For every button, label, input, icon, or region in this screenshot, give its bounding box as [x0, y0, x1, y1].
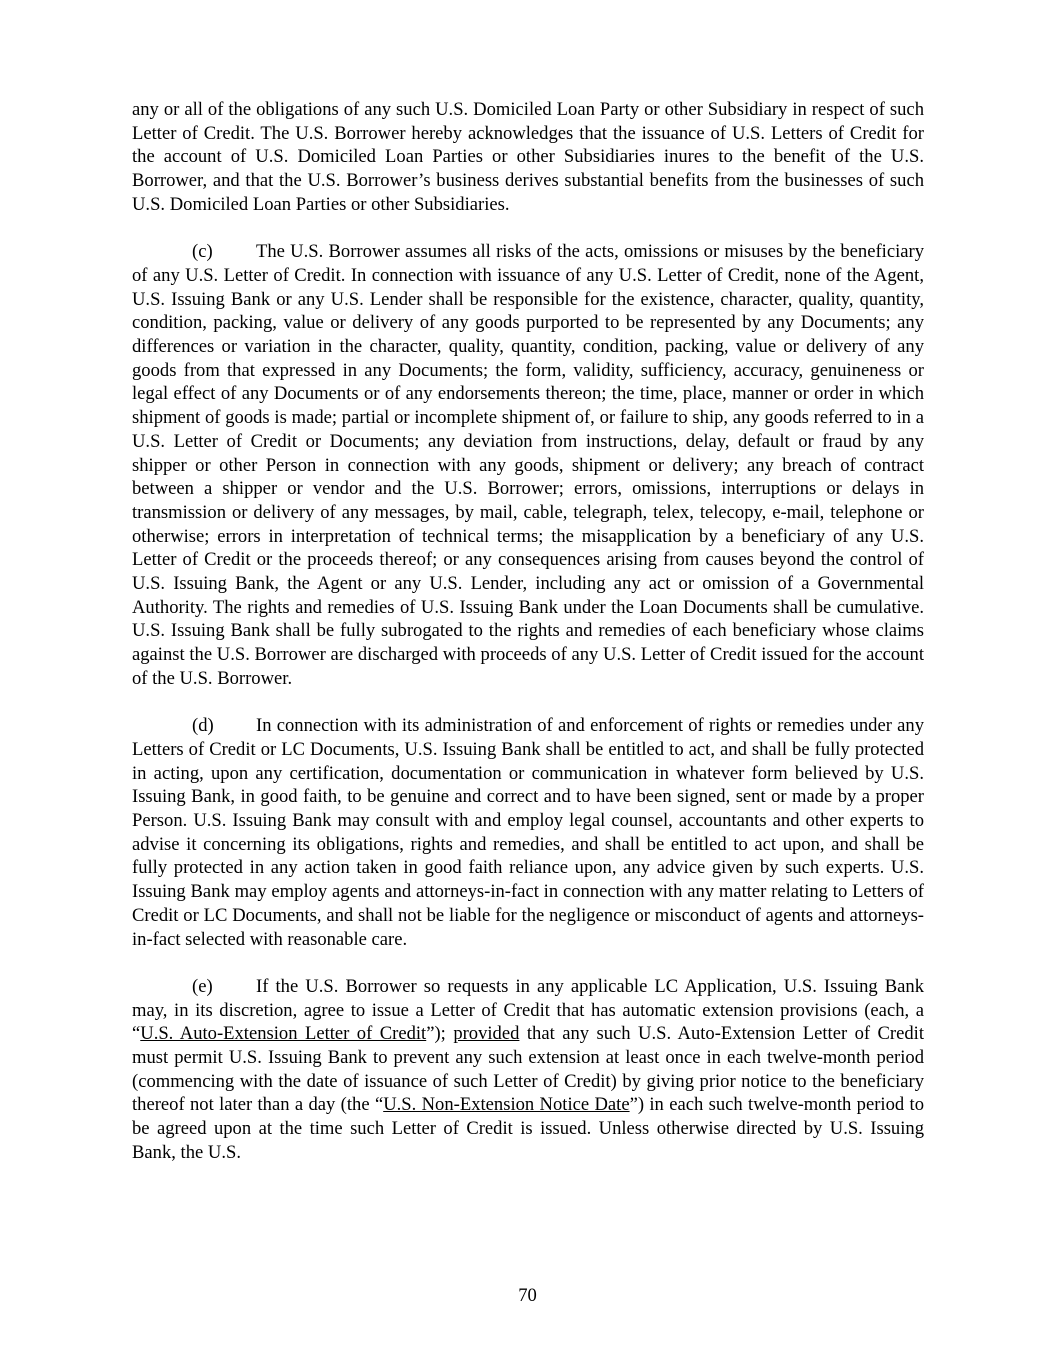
paragraph-e-text-1: If the U.S. Borrower so requests in any applicable LC Application, U.S. Issuing Bank may, in its discretion, agree to issue a Letter of Credit that has automatic extension provisions (each, a “: [132, 975, 924, 1045]
proviso-term-provided: provided: [453, 1023, 520, 1045]
paragraph-d-label: (d): [192, 715, 214, 737]
document-body: [132, 98, 924, 1188]
paragraph-continuation: any or all of the obligations of any such U.S. Domiciled Loan Party or other Subsidiary in respect of such Letter of Credit. The U.S. Borrower hereby acknowledges that the issuance of U.S. Letters of Credit for the account of U.S. Domiciled Loan Parties or other Subsidiaries inures to the benefit of the U.S. Borrower, and that the U.S. Borrower’s business derives substantial benefits from the businesses of such U.S. Domiciled Loan Parties or other Subsidiaries.: [132, 99, 924, 215]
paragraph-e: [132, 975, 924, 1165]
paragraph-c-label: (c): [192, 241, 213, 263]
paragraph-e-text-3: that any such U.S. Auto-Extension Letter of Credit must permit U.S. Issuing Bank to prevent any such extension at least once in each twelve-month period (commencing with the date of issuance of such Letter of Credit) by giving prior notice to the beneficiary thereof not later than a day (the “: [132, 1023, 925, 1116]
defined-term-non-extension-notice-date: U.S. Non-Extension Notice Date: [383, 1094, 630, 1116]
paragraph-d: [132, 714, 924, 951]
paragraph-e-text-2: ”);: [426, 1023, 454, 1045]
paragraph-e-label: (e): [192, 975, 213, 997]
page-number: 70: [518, 1285, 537, 1306]
paragraph-e-text-4: ”) in each such twelve-month period to be agreed upon at the time such Letter of Credit is issued. Unless otherwise directed by U.S. Issuing Bank, the U.S.: [132, 1094, 924, 1163]
paragraph-c-text: The U.S. Borrower assumes all risks of the acts, omissions or misuses by the beneficiary of any U.S. Letter of Credit. In connection with issuance of any U.S. Letter of Credit, none of the Agent, U.S. Issuing Bank or any U.S. Lender shall be responsible for the existence, character, quality, quantity, condition, packing, value or delivery of any goods purported to be represented by any Documents; any differences or variation in the character, quality, quantity, condition, packing, value or delivery of any goods from that expressed in any Documents; the form, validity, sufficiency, accuracy, genuineness or legal effect of any Documents or of any endorsements thereon; the time, place, manner or order in which shipment of goods is made; partial or incomplete shipment of, or failure to ship, any goods referred to in a U.S. Letter of Credit or Documents; any deviation from instructions, delay, default or fraud by any shipper or other Person in connection with any goods, shipment or delivery; any breach of contract between a shipper or vendor and the U.S. Borrower; errors, omissions, interruptions or delays in transmission or delivery of any messages, by mail, cable, telegraph, telex, telecopy, e-mail, telephone or otherwise; errors in interpretation of technical terms; the misapplication by a beneficiary of any U.S. Letter of Credit or the proceeds thereof; or any consequences arising from causes beyond the control of U.S. Issuing Bank, the Agent or any U.S. Lender, including any act or omission of a Governmental Authority. The rights and remedies of U.S. Issuing Bank under the Loan Documents shall be cumulative. U.S. Issuing Bank shall be fully subrogated to the rights and remedies of each beneficiary whose claims against the U.S. Borrower are discharged with proceeds of any U.S. Letter of Credit issued for the account of the U.S. Borrower.: [132, 241, 924, 689]
paragraph-d-text: In connection with its administration of and enforcement of rights or remedies under any Letters of Credit or LC Documents, U.S. Issuing Bank shall be entitled to act, and shall be fully protected in acting, upon any certification, documentation or communication in whatever form believed by U.S. Issuing Bank, in good faith, to be genuine and correct and to have been signed, sent or made by a proper Person. U.S. Issuing Bank may consult with and employ legal counsel, accountants and other experts to advise it concerning its obligations, rights and remedies, and shall be entitled to act upon, and shall be fully protected in any action taken in good faith reliance upon, any advice given by such experts. U.S. Issuing Bank may employ agents and attorneys-in-fact in connection with any matter relating to Letters of Credit or LC Documents, and shall not be liable for the negligence or misconduct of agents and attorneys-in-fact selected with reasonable care.: [132, 715, 924, 950]
defined-term-auto-extension-loc: U.S. Auto-Extension Letter of Credit: [140, 1023, 427, 1045]
paragraph-c: [132, 240, 924, 690]
